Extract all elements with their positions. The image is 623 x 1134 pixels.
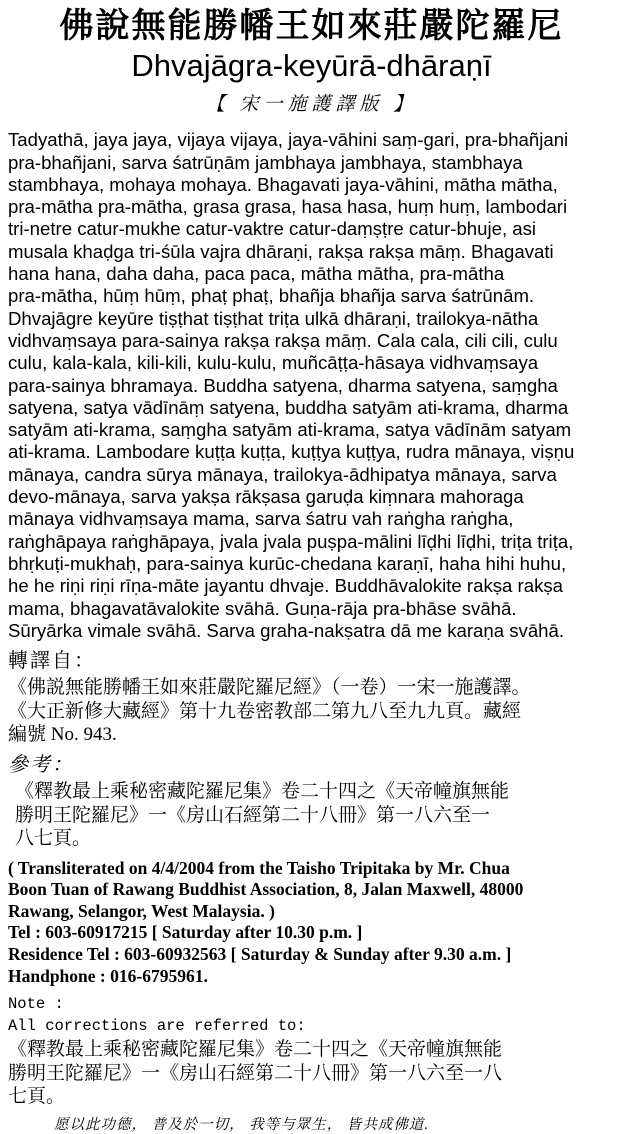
page-title-chinese: 佛說無能勝幡王如來莊嚴陀羅尼 <box>59 7 564 45</box>
text-line: Dhvajāgre keyūre tiṣṭhat tiṣṭhat triṭa ulkā dhāraṇi, trailokya-nātha <box>8 307 539 329</box>
text-line: he he riṇi riṇi rīṇa-māte jayantu dhvaje. Buddhāvalokite rakṣa rakṣa <box>8 575 564 597</box>
text-line: culu, kala-kala, kili-kili, kulu-kulu, muñcāṭṭa-hāsaya vidhvaṃsaya <box>8 352 539 374</box>
note-heading: Note : <box>8 995 64 1014</box>
text-line: hana hana, daha daha, paca paca, mātha mātha, pra-mātha <box>8 263 505 285</box>
text-line: pra-mātha pra-mātha, grasa grasa, hasa hasa, huṃ huṃ, lambodari <box>8 196 568 218</box>
text-line: Handphone : 016-6795961. <box>8 965 208 986</box>
text-line: 八七頁。 <box>15 828 92 850</box>
page-title-latin: Dhvajāgra-keyūrā-dhāraṇī <box>131 48 492 84</box>
text-line: 編號 No. 943. <box>8 723 117 745</box>
text-line: Tadyathā, jaya jaya, vijaya vijaya, jaya-vāhini saṃ-gari, pra-bhañjani <box>8 129 569 151</box>
text-line: mānaya, candra sūrya mānaya, trailokya-ādhipatya mānaya, sarva <box>8 463 557 485</box>
text-line: 《大正新修大藏經》第十九卷密教部二第九八至九九頁。藏經 <box>8 700 522 722</box>
text-line: Residence Tel : 603-60932563 [ Saturday & Sunday after 9.30 a.m. ] <box>8 943 512 964</box>
text-line: musala khaḍga tri-śūla vajra dhāraṇi, rakṣa rakṣa māṃ. Bhagavati <box>8 240 554 262</box>
note-section <box>8 993 615 1037</box>
text-line: vidhvaṃsaya para-sainya rakṣa rakṣa māṃ. Cala cala, cili cili, culu <box>8 329 558 351</box>
text-line: mama, bhagavatāvalokite svāhā. Guṇa-rāja pra-bhāse svāhā. <box>8 597 517 619</box>
text-line: devo-mānaya, sarva yakṣa rākṣasa garuḍa kiṃnara mahoraga <box>8 486 524 508</box>
text-line: 七頁。 <box>8 1085 66 1107</box>
source-text <box>8 676 615 746</box>
text-line: Boon Tuan of Rawang Buddhist Association, 8, Jalan Maxwell, 48000 <box>8 879 524 900</box>
reference-text <box>8 780 615 850</box>
text-line: 《釋教最上乘秘密藏陀羅尼集》卷二十四之《天帝幢旗無能 <box>15 781 510 803</box>
translation-version-label: 【 宋一施護譯版 】 <box>205 94 418 116</box>
text-line: ( Transliterated on 4/4/2004 from the Taisho Tripitaka by Mr. Chua <box>8 857 510 878</box>
text-line: Rawang, Selangor, West Malaysia. ) <box>8 900 275 921</box>
text-line: Sūryārka vimale svāhā. Sarva graha-nakṣatra dā me karaṇa svāhā. <box>8 619 565 641</box>
text-line: satyena, satya vādīnāṃ satyena, buddha satyām ati-krama, dharma <box>8 396 569 418</box>
text-line: 勝明王陀羅尼》一《房山石經第二十八冊》第一八六至一八 <box>8 1062 503 1084</box>
text-line: tri-netre catur-mukhe catur-vaktre catur-daṃṣṭre catur-bhuje, asi <box>8 218 537 240</box>
text-line: satyām ati-krama, saṃgha satyām ati-krama, satya vādīnām satyam <box>8 419 572 441</box>
text-line: Tel : 603-60917215 [ Saturday after 10.30 p.m. ] <box>8 922 363 943</box>
text-line: raṅghāpaya raṅghāpaya, jvala jvala puṣpa-mālini līḍhi līḍhi, triṭa triṭa, <box>8 530 574 552</box>
reference-heading: 參考： <box>8 754 74 777</box>
text-line: pra-bhañjani, sarva śatrūṇām jambhaya jambhaya, stambhaya <box>8 151 523 173</box>
source-heading: 轉譯自： <box>8 650 96 673</box>
dharani-text <box>8 129 615 642</box>
text-line: ati-krama. Lambodare kuṭṭa kuṭṭa, kuṭṭya kuṭṭya, rudra mānaya, viṣṇu <box>8 441 575 463</box>
note-intro: All corrections are referred to: <box>8 1017 306 1036</box>
text-line: stambhaya, mohaya mohaya. Bhagavati jaya-vāhini, mātha mātha, <box>8 173 558 195</box>
text-line: 《佛説無能勝幡王如來莊嚴陀羅尼經》（一卷）一宋一施護譯。 <box>8 677 531 699</box>
text-line: para-sainya bhramaya. Buddha satyena, dharma satyena, saṃgha <box>8 374 558 396</box>
note-reference-text <box>8 1038 615 1108</box>
text-line: mānaya vidhvaṃsaya mama, sarva śatru vah raṅgha raṅgha, <box>8 508 514 530</box>
text-line: bhṛkuṭi-mukhaḥ, para-sainya kurūc-chedana karaṇī, haha hihi huhu, <box>8 552 567 574</box>
text-line: 《釋教最上乘秘密藏陀羅尼集》卷二十四之《天帝幢旗無能 <box>8 1039 503 1061</box>
transliteration-contact-note <box>8 858 615 988</box>
dedication-line: 愿以此功德， 普及於一切， 我等与眾生， 皆共成佛道. <box>54 1117 429 1134</box>
text-line: pra-mātha, hūṃ hūṃ, phaṭ phaṭ, bhañja bhañja sarva śatrūnām. <box>8 285 535 307</box>
text-line: 勝明王陀羅尼》一《房山石經第二十八冊》第一八六至一 <box>15 804 491 826</box>
